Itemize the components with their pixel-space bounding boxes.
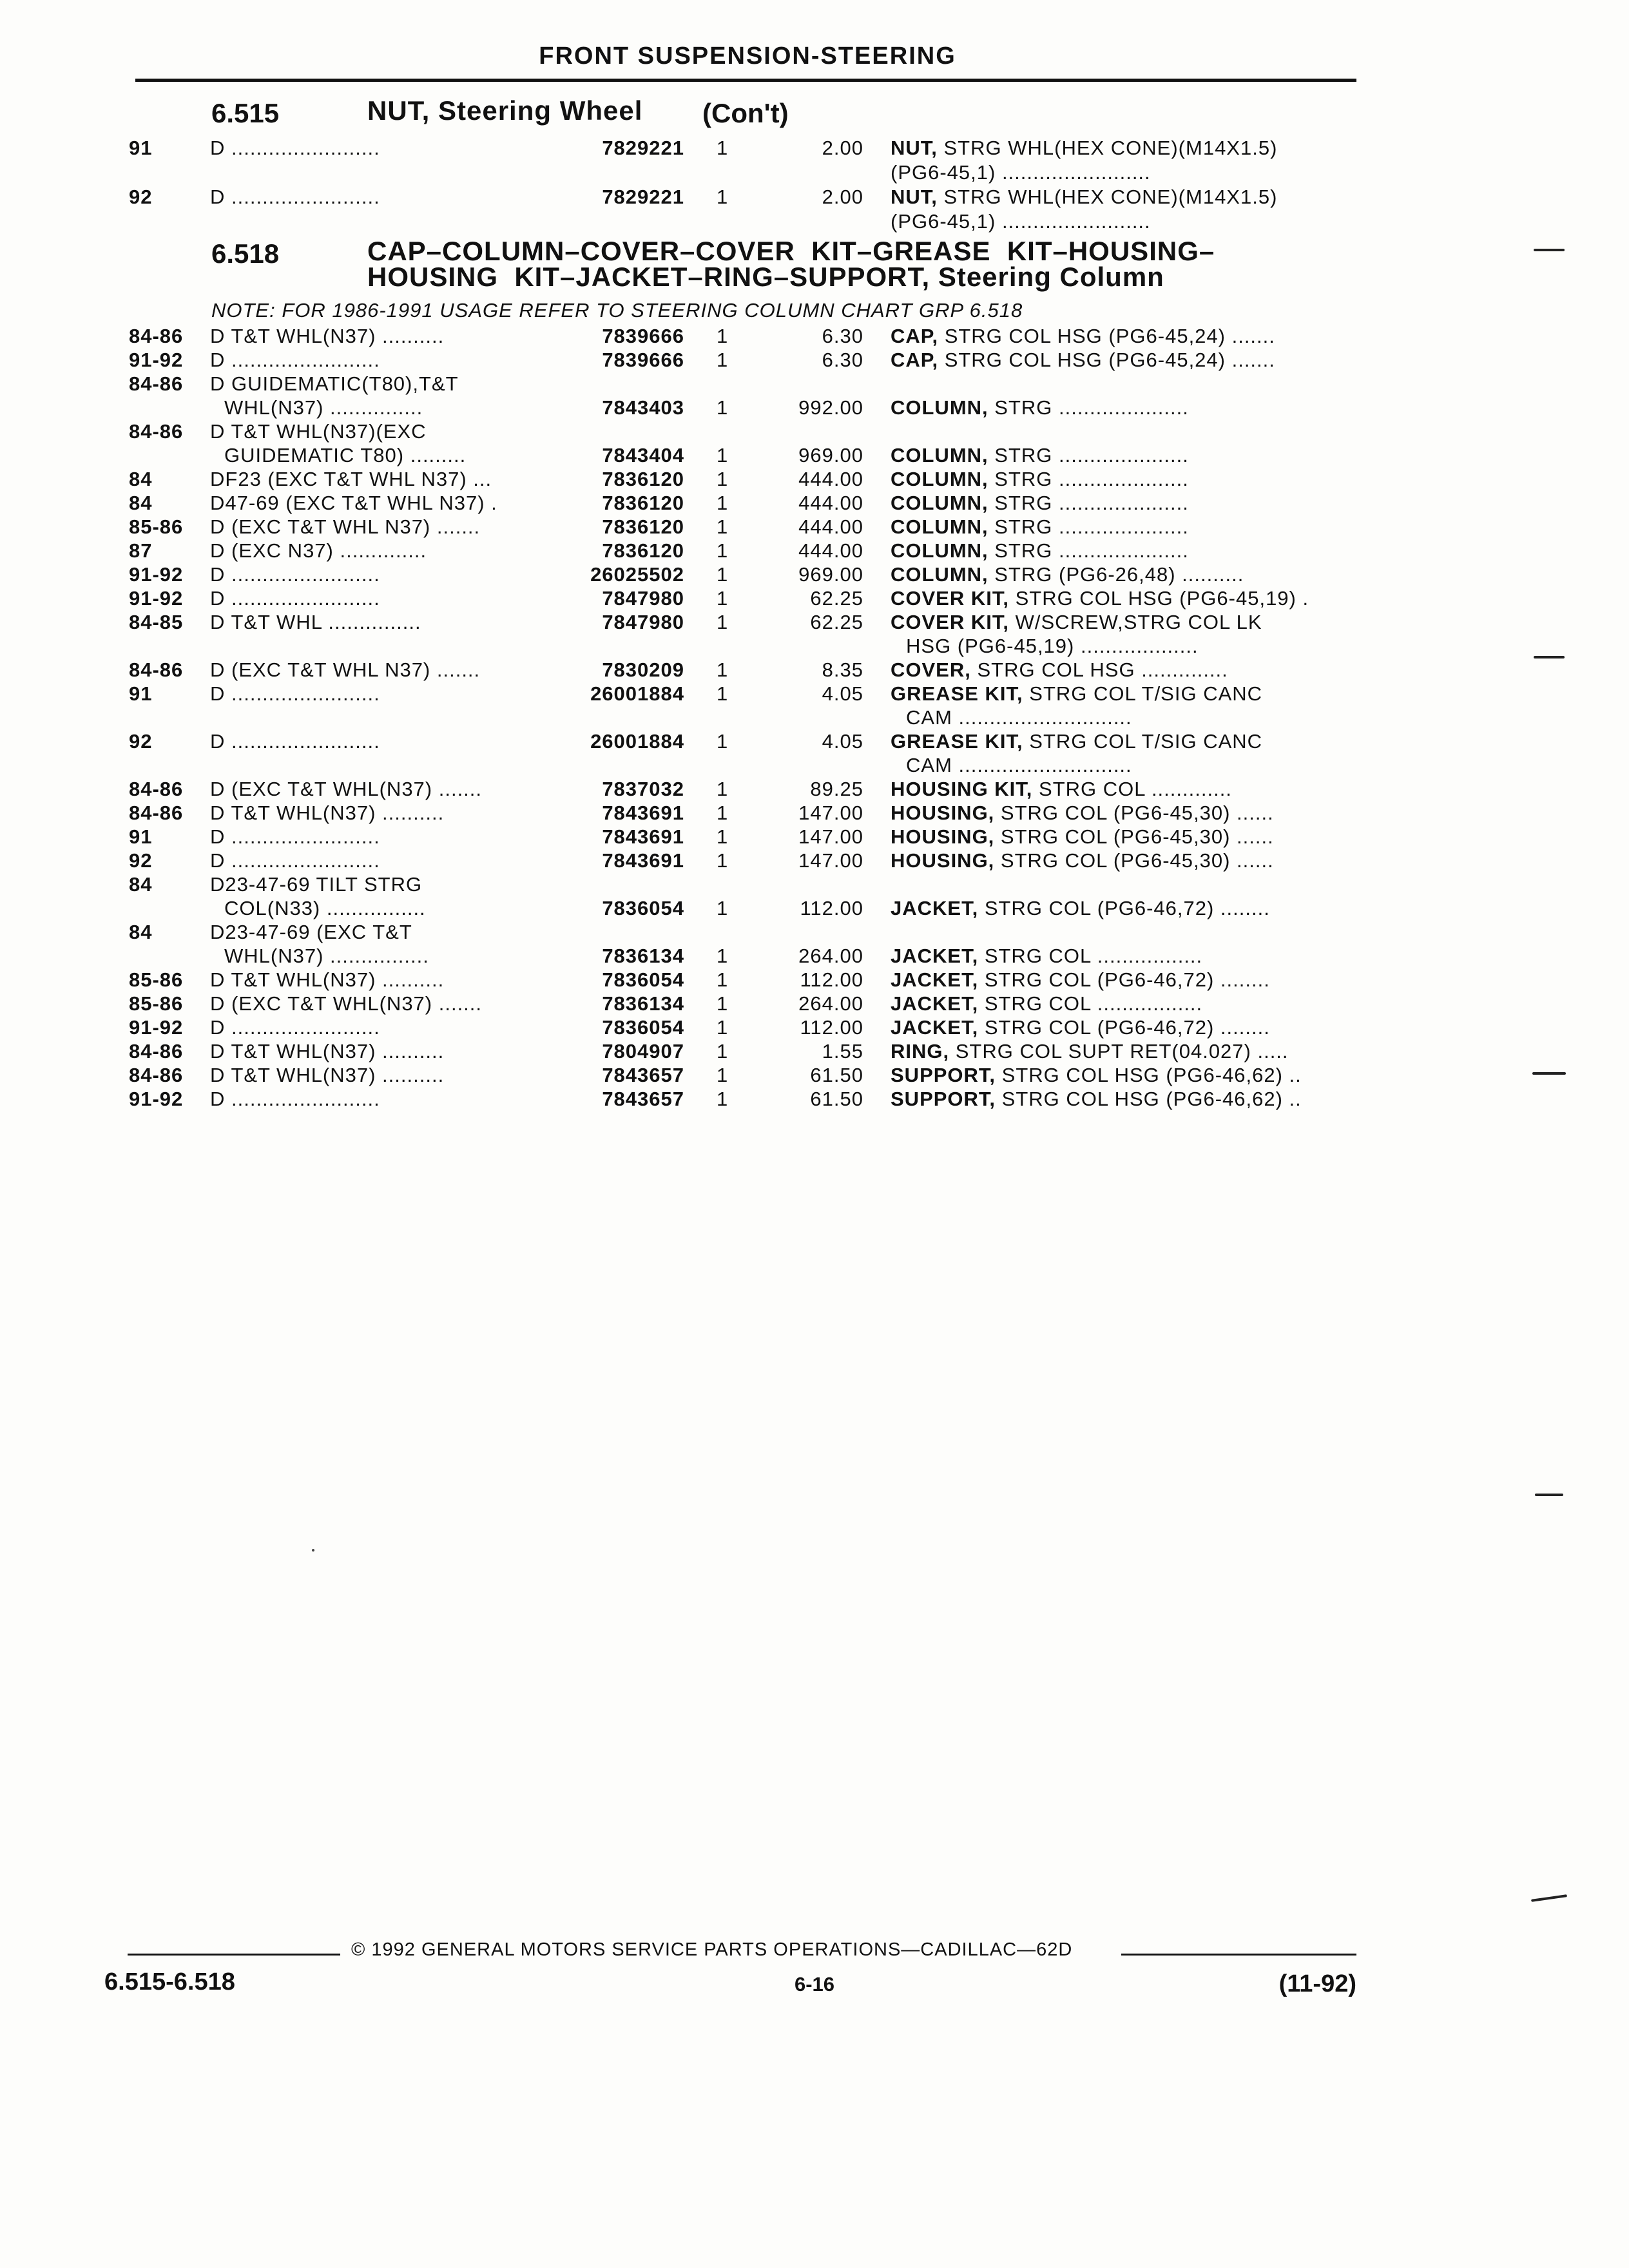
usage-description: D ........................ <box>210 682 380 705</box>
table-row <box>0 1040 1629 1064</box>
table-row <box>0 161 1629 186</box>
table-row <box>0 873 1629 898</box>
part-name-keyword: JACKET, <box>891 992 979 1015</box>
usage-description: D (EXC N37) .............. <box>210 539 427 562</box>
part-name <box>891 1088 1361 1111</box>
table-row <box>0 682 1629 707</box>
table-row <box>0 539 1629 564</box>
usage-description: D ........................ <box>210 1016 380 1039</box>
part-name <box>891 492 1361 515</box>
model-years: 92 <box>129 849 153 872</box>
part-number: 7836054 <box>602 897 684 919</box>
model-years: 84-86 <box>129 1064 184 1086</box>
footer-date: (11-92) <box>1278 1970 1356 1997</box>
table-row <box>0 137 1629 161</box>
usage-note: NOTE: FOR 1986-1991 USAGE REFER TO STEERING COLUMN CHART GRP 6.518 <box>211 299 1023 322</box>
part-name-keyword: RING, <box>891 1040 950 1062</box>
quantity: 1 <box>717 611 729 633</box>
usage-description: COL(N33) ................ <box>224 897 426 919</box>
part-number: 7836134 <box>602 945 684 967</box>
part-number: 7830209 <box>602 658 684 681</box>
part-number: 7839666 <box>602 325 684 347</box>
price: 264.00 <box>798 945 863 967</box>
part-name <box>891 563 1361 586</box>
part-name <box>891 349 1361 372</box>
model-years: 85-86 <box>129 992 184 1015</box>
table-row <box>0 1016 1629 1041</box>
table-row <box>0 754 1629 778</box>
part-name-keyword: JACKET, <box>891 968 979 991</box>
quantity: 1 <box>717 658 729 681</box>
part-name-keyword: HOUSING, <box>891 825 995 848</box>
model-years: 87 <box>129 539 153 562</box>
model-years: 91-92 <box>129 563 184 586</box>
model-years: 91-92 <box>129 349 184 371</box>
part-name-detail: STRG COL HSG (PG6-45,24) ....... <box>938 349 1275 371</box>
part-name-detail: STRG COL ................. <box>978 945 1203 967</box>
table-row <box>0 730 1629 754</box>
part-number: 7843691 <box>602 825 684 848</box>
part-number: 7836054 <box>602 968 684 991</box>
part-number: 26001884 <box>590 730 684 753</box>
part-number: 7847980 <box>602 611 684 633</box>
part-name <box>891 968 1361 992</box>
part-number: 7836120 <box>602 492 684 514</box>
price: 147.00 <box>798 802 863 824</box>
part-name-keyword: COVER KIT, <box>891 611 1009 633</box>
part-name <box>891 825 1361 849</box>
table-row <box>0 849 1629 874</box>
part-name-keyword: COLUMN, <box>891 396 988 419</box>
part-name-detail: STRG COL SUPT RET(04.027) ..... <box>949 1040 1289 1062</box>
part-number: 26025502 <box>590 563 684 586</box>
model-years: 85-86 <box>129 968 184 991</box>
quantity: 1 <box>717 730 729 753</box>
part-name-keyword: COVER KIT, <box>891 587 1009 610</box>
usage-description: D23-47-69 TILT STRG <box>210 873 423 896</box>
section-title-line-1: CAP–COLUMN–COVER–COVER KIT–GREASE KIT–HOUSING– <box>367 236 1215 266</box>
part-number: 7829221 <box>602 186 684 208</box>
part-name-detail: STRG COL (PG6-46,72) ........ <box>978 897 1270 919</box>
quantity: 1 <box>717 515 729 538</box>
quantity: 1 <box>717 968 729 991</box>
part-name-detail: CAM ............................ <box>906 754 1132 776</box>
part-name-keyword: COLUMN, <box>891 539 988 562</box>
part-name-detail: STRG COL (PG6-46,72) ........ <box>978 1016 1270 1039</box>
quantity: 1 <box>717 992 729 1015</box>
part-name-detail: STRG ..................... <box>988 396 1189 419</box>
page-title: FRONT SUSPENSION-STEERING <box>539 43 956 70</box>
table-row <box>0 372 1629 397</box>
price: 112.00 <box>800 968 863 991</box>
table-row <box>0 658 1629 683</box>
section-title-line-2: HOUSING KIT–JACKET–RING–SUPPORT, Steering Column <box>367 262 1164 292</box>
part-name <box>891 897 1361 920</box>
quantity: 1 <box>717 587 729 610</box>
part-name <box>891 1040 1361 1063</box>
table-row <box>0 515 1629 540</box>
quantity: 1 <box>717 682 729 705</box>
model-years: 91-92 <box>129 587 184 610</box>
part-name <box>891 210 1361 233</box>
table-row <box>0 1064 1629 1088</box>
model-years: 84-86 <box>129 1040 184 1062</box>
part-name <box>891 186 1361 209</box>
usage-description: GUIDEMATIC T80) ......... <box>224 444 467 466</box>
part-name-detail: STRG COL T/SIG CANC <box>1023 682 1263 705</box>
part-name <box>906 635 1361 658</box>
part-number: 7804907 <box>602 1040 684 1062</box>
table-row <box>0 1088 1629 1112</box>
model-years: 91 <box>129 682 153 705</box>
model-years: 84-86 <box>129 778 184 800</box>
part-name-detail: STRG WHL(HEX CONE)(M14X1.5) <box>937 186 1278 208</box>
footer-rule <box>128 1954 340 1956</box>
quantity: 1 <box>717 396 729 419</box>
part-number: 7836120 <box>602 468 684 490</box>
scan-speck <box>312 1549 314 1552</box>
part-name-keyword: COLUMN, <box>891 492 988 514</box>
model-years: 92 <box>129 186 153 208</box>
table-row <box>0 420 1629 445</box>
margin-mark <box>1534 656 1565 658</box>
price: 2.00 <box>822 186 863 208</box>
quantity: 1 <box>717 945 729 967</box>
part-name-detail: STRG COL HSG (PG6-45,24) ....... <box>938 325 1275 347</box>
part-number: 7843691 <box>602 849 684 872</box>
price: 6.30 <box>822 349 863 371</box>
table-row <box>0 945 1629 969</box>
margin-mark <box>1531 1894 1567 1902</box>
usage-description: D ........................ <box>210 563 380 586</box>
part-name-detail: STRG COL T/SIG CANC <box>1023 730 1263 753</box>
part-name-keyword: CAP, <box>891 349 939 371</box>
usage-description: D47-69 (EXC T&T WHL N37) . <box>210 492 497 514</box>
usage-description: D ........................ <box>210 849 380 872</box>
part-name <box>891 539 1361 562</box>
part-name-detail: STRG COL ............. <box>1032 778 1232 800</box>
part-number: 7836134 <box>602 992 684 1015</box>
model-years: 84 <box>129 873 153 896</box>
part-name-keyword: GREASE KIT, <box>891 730 1023 753</box>
part-name <box>891 137 1361 160</box>
usage-description: D T&T WHL(N37)(EXC <box>210 420 427 443</box>
part-name-detail: STRG COL (PG6-45,30) ...... <box>994 849 1274 872</box>
part-number: 7843691 <box>602 802 684 824</box>
price: 62.25 <box>810 587 863 610</box>
part-name-detail: STRG ..................... <box>988 539 1189 562</box>
price: 264.00 <box>798 992 863 1015</box>
part-name-detail: STRG COL HSG (PG6-46,62) .. <box>996 1064 1302 1086</box>
model-years: 91 <box>129 137 153 159</box>
usage-description: D GUIDEMATIC(T80),T&T <box>210 372 459 395</box>
part-name-keyword: HOUSING, <box>891 802 995 824</box>
price: 89.25 <box>810 778 863 800</box>
usage-description: D ........................ <box>210 587 380 610</box>
price: 444.00 <box>798 492 863 514</box>
footer-page-number: 6-16 <box>794 1973 835 1995</box>
table-row <box>0 921 1629 945</box>
usage-description: D T&T WHL ............... <box>210 611 421 633</box>
quantity: 1 <box>717 325 729 347</box>
usage-description: D T&T WHL(N37) .......... <box>210 325 445 347</box>
usage-description: D (EXC T&T WHL N37) ....... <box>210 515 481 538</box>
model-years: 84-86 <box>129 325 184 347</box>
price: 112.00 <box>800 897 863 919</box>
model-years: 84-86 <box>129 420 184 443</box>
part-name-detail: STRG COL ................. <box>978 992 1203 1015</box>
part-name <box>906 754 1361 777</box>
table-row <box>0 968 1629 993</box>
part-name <box>891 730 1361 753</box>
part-name <box>891 444 1361 467</box>
price: 147.00 <box>798 825 863 848</box>
table-row <box>0 325 1629 349</box>
usage-description: D ........................ <box>210 730 380 753</box>
part-name-detail: STRG COL (PG6-45,30) ...... <box>994 802 1274 824</box>
part-number: 7843404 <box>602 444 684 466</box>
part-name-keyword: COLUMN, <box>891 444 988 466</box>
part-name-keyword: COLUMN, <box>891 468 988 490</box>
model-years: 84-86 <box>129 658 184 681</box>
footer-section-range: 6.515-6.518 <box>104 1968 235 1995</box>
model-years: 84 <box>129 492 153 514</box>
part-name <box>891 945 1361 968</box>
part-name-keyword: NUT, <box>891 186 938 208</box>
part-name <box>891 1016 1361 1039</box>
part-name <box>891 1064 1361 1087</box>
table-row <box>0 396 1629 421</box>
table-row <box>0 587 1629 611</box>
quantity: 1 <box>717 186 729 208</box>
model-years: 84-86 <box>129 372 184 395</box>
model-years: 91 <box>129 825 153 848</box>
table-row <box>0 349 1629 373</box>
price: 444.00 <box>798 468 863 490</box>
price: 4.05 <box>822 682 863 705</box>
part-name-keyword: HOUSING KIT, <box>891 778 1033 800</box>
price: 969.00 <box>798 444 863 466</box>
price: 112.00 <box>800 1016 863 1039</box>
usage-description: D ........................ <box>210 186 380 208</box>
quantity: 1 <box>717 1040 729 1062</box>
part-name <box>891 658 1361 682</box>
model-years: 84-86 <box>129 802 184 824</box>
part-name-detail: CAM ............................ <box>906 706 1132 729</box>
part-name <box>891 778 1361 801</box>
margin-mark <box>1534 249 1565 251</box>
part-name-keyword: NUT, <box>891 137 938 159</box>
model-years: 91-92 <box>129 1016 184 1039</box>
quantity: 1 <box>717 802 729 824</box>
table-row <box>0 563 1629 588</box>
part-number: 7837032 <box>602 778 684 800</box>
section-continued: (Con't) <box>702 98 789 128</box>
quantity: 1 <box>717 849 729 872</box>
part-name <box>891 468 1361 491</box>
part-number: 7836120 <box>602 515 684 538</box>
footer-copyright: © 1992 GENERAL MOTORS SERVICE PARTS OPERATIONS—CADILLAC—62D <box>351 1939 1073 1960</box>
part-number: 7836054 <box>602 1016 684 1039</box>
part-name-detail: STRG ..................... <box>988 468 1189 490</box>
table-row <box>0 897 1629 921</box>
quantity: 1 <box>717 468 729 490</box>
part-name-detail: STRG COL HSG (PG6-45,19) . <box>1008 587 1309 610</box>
usage-description: DF23 (EXC T&T WHL N37) ... <box>210 468 492 490</box>
part-name-keyword: SUPPORT, <box>891 1088 996 1110</box>
table-row <box>0 802 1629 826</box>
quantity: 1 <box>717 1064 729 1086</box>
part-name-keyword: JACKET, <box>891 897 979 919</box>
part-name <box>891 325 1361 348</box>
part-name-detail: (PG6-45,1) ........................ <box>891 161 1151 184</box>
part-number: 7843403 <box>602 396 684 419</box>
footer-rule <box>1121 1954 1356 1956</box>
price: 8.35 <box>822 658 863 681</box>
quantity: 1 <box>717 825 729 848</box>
quantity: 1 <box>717 1016 729 1039</box>
quantity: 1 <box>717 137 729 159</box>
table-row <box>0 186 1629 210</box>
usage-description: D T&T WHL(N37) .......... <box>210 1040 445 1062</box>
usage-description: D T&T WHL(N37) .......... <box>210 968 445 991</box>
model-years: 84-85 <box>129 611 184 633</box>
usage-description: D T&T WHL(N37) .......... <box>210 802 445 824</box>
section-title: NUT, Steering Wheel <box>367 95 643 126</box>
usage-description: D ........................ <box>210 137 380 159</box>
model-years: 84 <box>129 468 153 490</box>
part-name <box>891 802 1361 825</box>
part-name-detail: STRG COL (PG6-45,30) ...... <box>994 825 1274 848</box>
part-name-detail: STRG ..................... <box>988 492 1189 514</box>
quantity: 1 <box>717 563 729 586</box>
part-name <box>891 849 1361 872</box>
part-name <box>891 396 1361 419</box>
part-number: 7847980 <box>602 587 684 610</box>
part-name-detail: STRG ..................... <box>988 444 1189 466</box>
section-number: 6.518 <box>211 238 280 269</box>
part-name-keyword: HOUSING, <box>891 849 995 872</box>
part-number: 7836120 <box>602 539 684 562</box>
part-name-keyword: SUPPORT, <box>891 1064 996 1086</box>
usage-description: D23-47-69 (EXC T&T <box>210 921 412 943</box>
usage-description: WHL(N37) ................ <box>224 945 429 967</box>
part-name <box>891 992 1361 1015</box>
table-row <box>0 468 1629 492</box>
model-years: 85-86 <box>129 515 184 538</box>
part-number: 26001884 <box>590 682 684 705</box>
usage-description: D ........................ <box>210 1088 380 1110</box>
table-row <box>0 992 1629 1017</box>
quantity: 1 <box>717 492 729 514</box>
price: 444.00 <box>798 539 863 562</box>
section-number: 6.515 <box>211 98 280 128</box>
usage-description: D ........................ <box>210 825 380 848</box>
part-name-detail: STRG COL (PG6-46,72) ........ <box>978 968 1270 991</box>
part-name-detail: STRG (PG6-26,48) .......... <box>988 563 1244 586</box>
usage-description: D T&T WHL(N37) .......... <box>210 1064 445 1086</box>
part-name-detail: STRG ..................... <box>988 515 1189 538</box>
part-name <box>891 515 1361 539</box>
part-name-keyword: JACKET, <box>891 1016 979 1039</box>
price: 2.00 <box>822 137 863 159</box>
part-name-detail: STRG COL HSG .............. <box>970 658 1228 681</box>
usage-description: D (EXC T&T WHL(N37) ....... <box>210 992 483 1015</box>
usage-description: D ........................ <box>210 349 380 371</box>
model-years: 84 <box>129 921 153 943</box>
quantity: 1 <box>717 897 729 919</box>
usage-description: D (EXC T&T WHL N37) ....... <box>210 658 481 681</box>
part-name <box>906 706 1361 729</box>
table-row <box>0 778 1629 802</box>
margin-mark <box>1532 1072 1566 1075</box>
price: 61.50 <box>810 1064 863 1086</box>
part-name-detail: STRG WHL(HEX CONE)(M14X1.5) <box>937 137 1278 159</box>
part-number: 7843657 <box>602 1088 684 1110</box>
quantity: 1 <box>717 778 729 800</box>
part-name <box>891 161 1361 184</box>
part-name-keyword: COLUMN, <box>891 563 988 586</box>
table-row <box>0 611 1629 635</box>
quantity: 1 <box>717 539 729 562</box>
price: 6.30 <box>822 325 863 347</box>
price: 992.00 <box>798 396 863 419</box>
part-name-keyword: GREASE KIT, <box>891 682 1023 705</box>
part-name <box>891 587 1361 610</box>
price: 62.25 <box>810 611 863 633</box>
header-rule <box>135 79 1356 82</box>
table-row <box>0 210 1629 235</box>
table-row <box>0 444 1629 468</box>
part-name <box>891 682 1361 706</box>
part-name-detail: (PG6-45,1) ........................ <box>891 210 1151 233</box>
table-row <box>0 492 1629 516</box>
part-name-detail: HSG (PG6-45,19) ................... <box>906 635 1199 657</box>
quantity: 1 <box>717 349 729 371</box>
table-row <box>0 706 1629 731</box>
part-name <box>891 611 1361 634</box>
part-number: 7843657 <box>602 1064 684 1086</box>
price: 4.05 <box>822 730 863 753</box>
part-name-keyword: CAP, <box>891 325 939 347</box>
part-name-detail: W/SCREW,STRG COL LK <box>1008 611 1262 633</box>
table-row <box>0 635 1629 659</box>
usage-description: WHL(N37) ............... <box>224 396 423 419</box>
margin-mark <box>1535 1494 1563 1496</box>
model-years: 91-92 <box>129 1088 184 1110</box>
quantity: 1 <box>717 444 729 466</box>
model-years: 92 <box>129 730 153 753</box>
part-number: 7839666 <box>602 349 684 371</box>
price: 1.55 <box>822 1040 863 1062</box>
usage-description: D (EXC T&T WHL(N37) ....... <box>210 778 483 800</box>
part-name-detail: STRG COL HSG (PG6-46,62) .. <box>996 1088 1302 1110</box>
price: 444.00 <box>798 515 863 538</box>
price: 147.00 <box>798 849 863 872</box>
price: 969.00 <box>798 563 863 586</box>
quantity: 1 <box>717 1088 729 1110</box>
part-name-keyword: COLUMN, <box>891 515 988 538</box>
price: 61.50 <box>810 1088 863 1110</box>
part-number: 7829221 <box>602 137 684 159</box>
part-name-keyword: JACKET, <box>891 945 979 967</box>
table-row <box>0 825 1629 850</box>
part-name-keyword: COVER, <box>891 658 971 681</box>
